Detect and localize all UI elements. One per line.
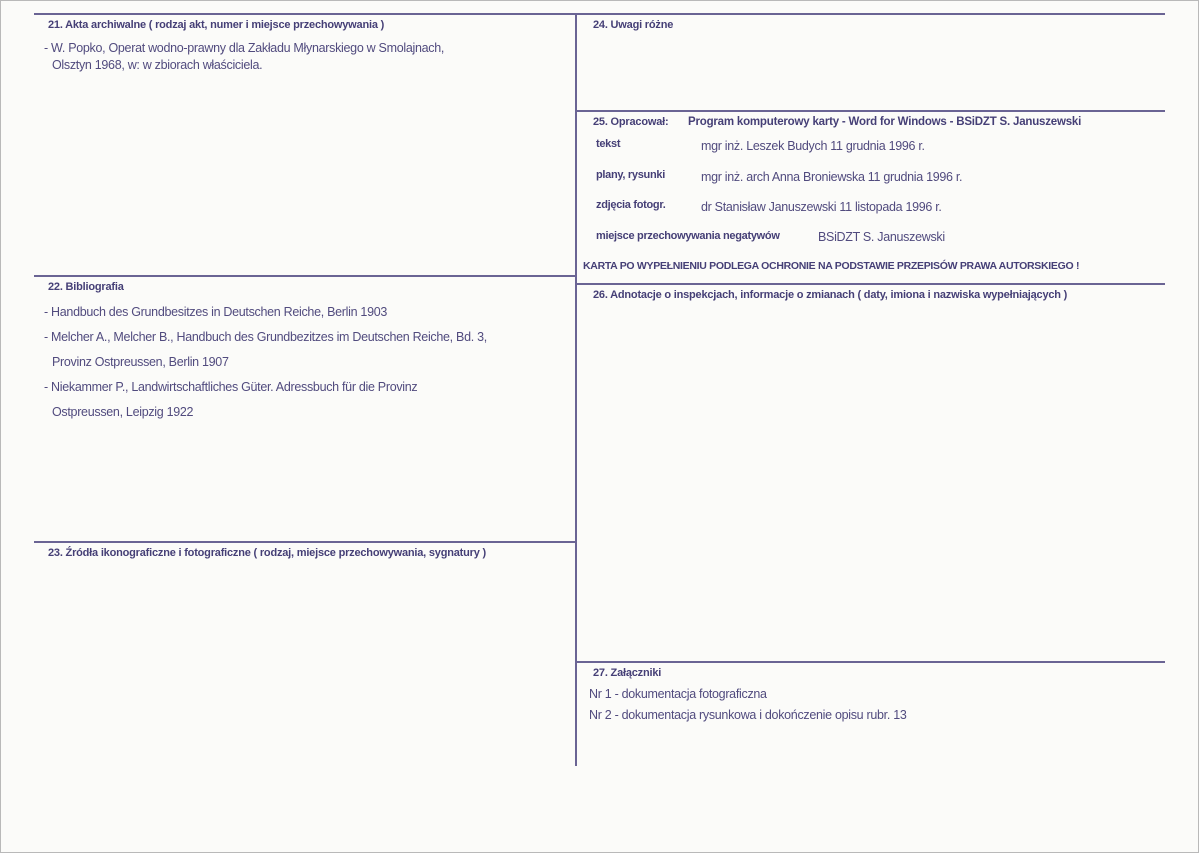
divider-22-23 — [34, 541, 576, 543]
bibliography-item-2-cont: Provinz Ostpreussen, Berlin 1907 — [52, 355, 229, 369]
row-label-negatywy: miejsce przechowywania negatywów — [596, 230, 780, 242]
bibliography-item-3: - Niekammer P., Landwirtschaftliches Güter. Adressbuch für die Provinz — [44, 380, 418, 394]
bibliography-item-2: - Melcher A., Melcher B., Handbuch des Grundbezitzes im Deutschen Reiche, Bd. 3, — [44, 330, 487, 344]
row-label-tekst: tekst — [596, 138, 621, 150]
section-22-header: 22. Bibliografia — [48, 281, 124, 293]
section-23-header: 23. Źródła ikonograficzne i fotograficzne ( rodzaj, miejsce przechowywania, sygnatury ) — [48, 547, 486, 559]
section-26-header: 26. Adnotacje o inspekcjach, informacje o zmianach ( daty, imiona i nazwiska wypełniających ) — [593, 289, 1068, 301]
program-credit: Program komputerowy karty - Word for Windows - BSiDZT S. Januszewski — [688, 116, 1082, 128]
bibliography-item-3-cont: Ostpreussen, Leipzig 1922 — [52, 405, 194, 419]
row-label-plany: plany, rysunki — [596, 169, 665, 181]
divider-21-22 — [34, 275, 576, 277]
row-value-negatywy: BSiDZT S. Januszewski — [818, 230, 945, 244]
section-21-line-2: Olsztyn 1968, w: w zbiorach właściciela. — [52, 58, 263, 72]
section-24-header: 24. Uwagi różne — [593, 19, 674, 31]
row-value-tekst: mgr inż. Leszek Budych 11 grudnia 1996 r. — [701, 139, 925, 153]
section-27-header: 27. Załączniki — [593, 667, 662, 679]
center-divider — [575, 13, 577, 766]
bibliography-item-1: - Handbuch des Grundbesitzes in Deutschen Reiche, Berlin 1903 — [44, 305, 388, 319]
row-label-zdjecia: zdjęcia fotogr. — [596, 199, 666, 211]
divider-26-27 — [575, 661, 1165, 663]
section-21-header: 21. Akta archiwalne ( rodzaj akt, numer i miejsce przechowywania ) — [48, 19, 385, 31]
divider-25-26 — [575, 283, 1165, 285]
copyright-notice: KARTA PO WYPEŁNIENIU PODLEGA OCHRONIE NA PODSTAWIE PRZEPISÓW PRAWA AUTORSKIEGO ! — [583, 260, 1080, 272]
section-21-line-1: - W. Popko, Operat wodno-prawny dla Zakładu Młynarskiego w Smolajnach, — [44, 41, 445, 55]
divider-24-25 — [575, 110, 1165, 112]
row-value-zdjecia: dr Stanisław Januszewski 11 listopada 1996 r. — [701, 200, 942, 214]
top-rule — [34, 13, 1165, 15]
attachment-2: Nr 2 - dokumentacja rysunkowa i dokończenie opisu rubr. 13 — [589, 708, 907, 722]
attachment-1: Nr 1 - dokumentacja fotograficzna — [589, 687, 767, 701]
row-value-plany: mgr inż. arch Anna Broniewska 11 grudnia 1996 r. — [701, 170, 963, 184]
section-25-header: 25. Opracował: — [593, 116, 669, 128]
